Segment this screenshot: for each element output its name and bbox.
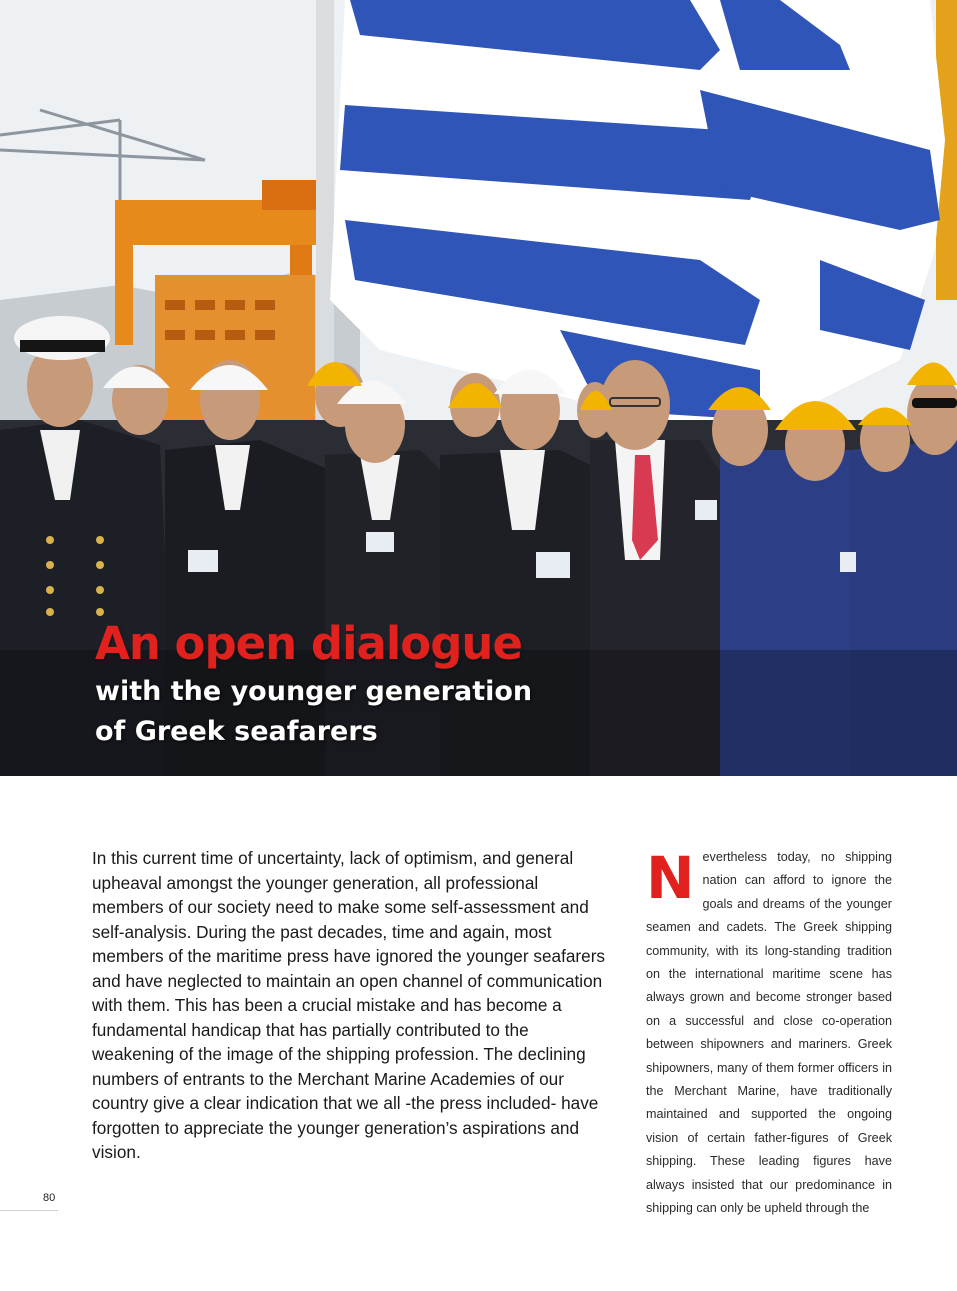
article-subtitle-line-1: with the younger generation [95,676,533,707]
intro-paragraph: In this current time of uncertainty, lack of optimism, and general upheaval amongst the younger generation, all professional members of our society need to make some self-assessment and self-analysis. During the past decades, time and again, most members of the maritime press have ignored the younger seafarers and have neglected to maintain an open channel of communication with them. This has been a crucial mistake and has become a fundamental handicap that has partially contributed to the weakening of the image of the shipping profession. The declining numbers of entrants to the Merchant Marine Academies of our country give a clear indication that we all -the press included- have forgotten to appreciate the younger generation’s aspirations and vision. [92,848,606,1162]
article-title: An open dialogue [95,617,522,670]
page-number: 80 [43,1192,56,1204]
article-subtitle-line-2: of Greek seafarers [95,716,378,747]
page-divider [0,1210,58,1211]
drop-cap: N [646,844,695,912]
body-column [646,846,892,1221]
body-column-text: evertheless today, no shipping nation can afford to ignore the goals and dreams of the younger seamen and cadets. The Greek shipping community, with its long-standing tradition on the international maritime scene has always grown and become stronger based on a successful and close co-operation between shipowners and mariners. Greek shipowners, many of them former officers in the Merchant Marine, have traditionally maintained and supported the ongoing vision of certain father-figures of Greek shipping. These leading figures have always insisted that our predominance in shipping can only be upheld through the [646,850,892,1216]
headline [95,616,655,752]
